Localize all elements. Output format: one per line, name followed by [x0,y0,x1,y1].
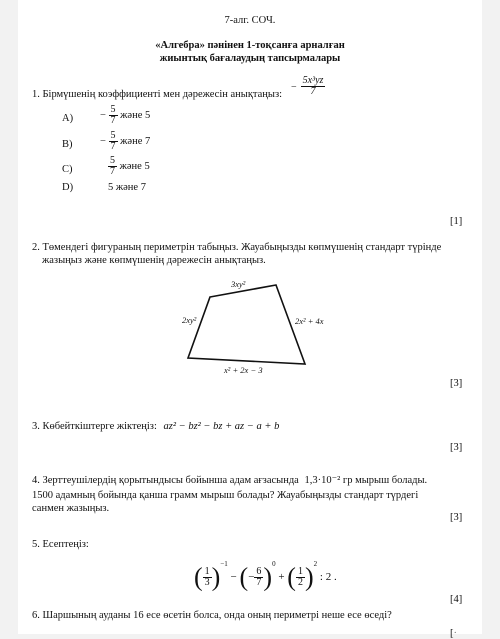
option-letter: D) [62,182,74,193]
term1-denominator: 3 [204,576,210,588]
doc-title-line1: «Алгебра» пәнінен 1-тоқсанға арналған [155,40,345,51]
term2-exponent: 0 [272,560,276,568]
term1-numerator: 1 [204,565,210,577]
q4-line2: 1500 адамның бойында қанша грамм мырыш болады? Жауабыңызды стандарт түрдегі [32,490,419,501]
doc-code: 7-алг. СОЧ. [224,15,276,26]
option-letter: C) [62,164,73,175]
option-denominator: 7 [110,166,115,177]
doc-title-line2: жиынтық бағалаудың тапсырмалары [159,53,341,64]
q4-line1-start: 4. Зерттеушілердің қорытындысы бойынша адам ағзасында [32,475,299,486]
term3-numerator: 1 [297,565,303,577]
q4-line1-end: мырыш болады. [355,475,428,486]
quadrilateral-figure [18,270,482,380]
q1-option-b [62,138,73,151]
q2-line2: жазыңыз және көпмүшенің дәрежесін анықтаңыз. [42,255,266,266]
term2-numerator: 6 [256,565,262,577]
option-letter: B) [62,139,73,150]
q6-text: 6. Шаршының ауданы 16 есе өсетін болса, онда оның периметрі неше есе өседі? [32,610,392,621]
q1-option-d-value: 5 және 7 [108,182,146,193]
term-divisor: : 2 . [319,571,337,583]
term3-denominator: 2 [297,576,303,588]
option-numerator: 5 [110,155,115,166]
q1-expr-numerator: 5x³yz [302,75,324,86]
q2-points: [3] [450,378,463,389]
q2-line1: 2. Төмендегі фигураның периметрін табыңыз. Жауабыңызды көпмүшенің стандарт түрінде [32,242,442,253]
q3-label: 3. Көбейткіштерге жіктеңіз: [32,421,157,432]
option-numerator: 5 [110,130,116,141]
q1-option-c-value [108,156,150,177]
q1-option-b-value [100,131,150,152]
option-tail: және 5 [120,109,151,121]
q5-text: 5. Есептеңіз: [32,539,89,550]
q1-text: 1. Бірмүшенің коэффициенті мен дәрежесін анықтаңыз: [32,89,283,100]
side-label-right: 2x² + 4x [295,316,324,326]
option-sign: − [100,135,106,147]
q1-option-d [62,181,73,194]
term1-exponent: −1 [220,560,228,568]
option-tail: және 7 [120,135,151,147]
q1-points: [1] [450,216,463,227]
option-letter: A) [62,113,74,124]
option-sign: − [100,109,106,121]
q1-expr-denominator: 7 [310,86,316,97]
q1-option-a-value [100,105,150,126]
q5-points: [4] [450,594,463,605]
worksheet-page [18,0,482,639]
option-denominator: 7 [110,115,116,126]
q1-expression: − $\frac{\text{5x³yz}}{7}$ [291,75,324,97]
q6-points-partial: [· [450,628,457,639]
q1-option-a [62,112,73,125]
option-tail: және 5 [119,160,150,172]
side-label-top: 3xy² [231,279,246,289]
quadrilateral-shape [188,285,305,364]
side-label-left: 2xy² [182,315,197,325]
option-numerator: 5 [110,104,116,115]
q4-value: 1,3·10⁻² гр [304,475,353,486]
term3-exponent: 2 [313,560,318,568]
q3-text [32,420,279,433]
q5-expression: ( $\frac{1}{3}$ )$^{-1}$ − (− $\frac{6}{7}$ )$^0$ + ( $\frac{1}{2}$ )$^2$ : 2 . [194,560,337,592]
option-denominator: 7 [110,141,116,152]
q3-expression: az² − bz² − bz + az − a + b [163,421,280,432]
q4-line3: санмен жазыңыз. [32,503,110,514]
q3-points: [3] [450,442,463,453]
q1-option-c [62,163,73,176]
term2-denominator: 7 [256,576,262,588]
q4-line1 [32,474,427,487]
side-label-bottom: x² + 2x − 3 [224,365,263,375]
q4-points: [3] [450,512,463,523]
